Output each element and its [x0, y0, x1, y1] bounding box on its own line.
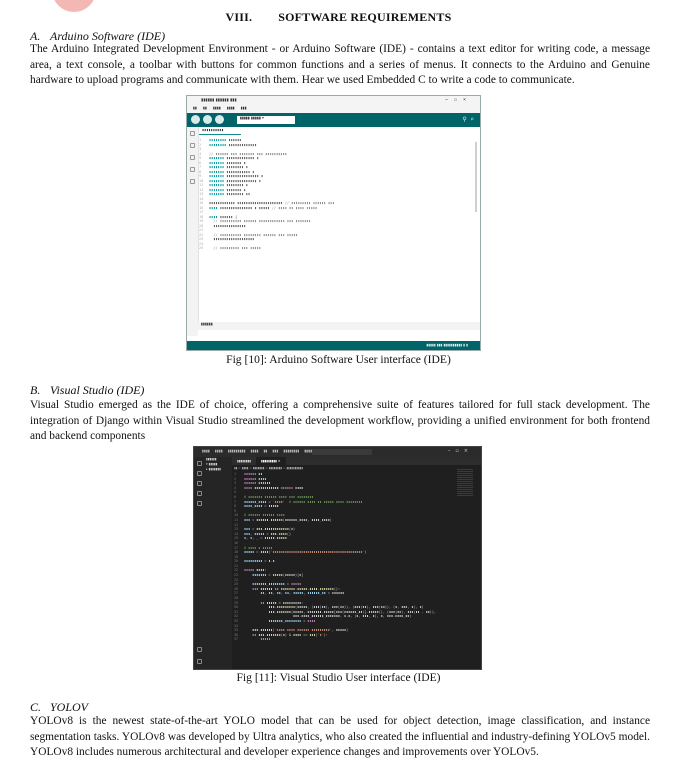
arduino-sidebar [187, 127, 199, 336]
run-debug-icon [197, 491, 202, 496]
arduino-file-tab: ▮▮▮▮▮▮▮▮▮▮ [199, 128, 241, 135]
subsection-heading-b: B. Visual Studio (IDE) [30, 383, 145, 397]
library-icon [190, 155, 195, 160]
subsection-heading-c: C. YOLOV [30, 700, 89, 714]
vscode-breadcrumb: ▮▮ > ▮▮▮▮ > ▮▮▮▮▮▮▮ > ▮▮▮▮▮▮▮▮ > ▮▮▮▮▮▮▮▮▮▮ [234, 466, 303, 470]
settings-gear-icon [197, 659, 202, 664]
vscode-activity-bar [194, 457, 204, 669]
board-manager-icon [190, 143, 195, 148]
vscode-minimap [457, 469, 473, 497]
vscode-explorer: ▮▮▮▮▮▮ ▾ ▮▮▮▮▮ ▸ ▮▮▮▮▮▮▮ [204, 457, 232, 669]
vscode-tabs: ▮▮▮▮▮▮▮▮ ▮▮▮▮▮▮▮▮▮ × [232, 457, 481, 465]
vscode-code-editor: 1 ▮▮▮▮▮▮ ▮▮ 2 ▮▮▮▮▮▮ ▮▮▮▮ 3 ▮▮▮▮▮▮ ▮▮▮▮▮▮ 4 ▮▮▮▮ ▮▮▮▮▮▮▮▮▮▮▮▮ ▮▮▮▮▮▮ ▮▮▮▮ 5 6 # ▮▮▮▮▮▮▮ ▮▮▮▮▮▮ ▮▮▮▮ ▮▮▮ ▮▮▮▮▮▮▮▮ 7 ▮▮▮▮▮▮_▮▮▮▮ = '▮▮▮▮' # ▮▮▮▮▮▮ ▮▮▮▮ ▮▮ ▮▮▮▮▮ ▮▮▮▮ ▮▮▮▮▮▮▮▮ 8 ▮▮▮▮_▮▮▮▮ = ▮▮▮▮▮ 9 10 # ▮▮▮▮▮▮ ▮▮▮▮▮▮ ▮▮▮▮ 11 ▮▮▮ = ▮▮▮▮▮▮.▮▮▮▮▮▮(▮▮▮▮▮▮_▮▮▮▮, ▮▮▮▮_▮▮▮▮) 12 13 ▮▮▮ = ▮▮▮.▮▮▮▮▮▮▮▮▮▮▮▮(▮) 14 ▮▮▮, ▮▮▮▮▮ = ▮▮▮.▮▮▮▮() 15 ▮, ▮, _ = ▮▮▮▮▮.▮▮▮▮▮ 16 17 # ▮▮▮▮ ▮ ▮▮▮▮▮ 18 ▮▮▮▮▮ = ▮▮▮▮('▮▮▮▮▮▮▮▮▮▮▮▮▮▮▮▮▮▮▮▮▮▮▮▮▮▮▮▮▮▮▮▮▮▮▮▮▮▮▮▮▮▮▮▮') 19 20 ▮▮▮▮▮▮▮▮▮ = ▮.▮ 21 22 ▮▮▮▮▮ ▮▮▮▮: 23 ▮▮▮▮▮▮▮ = ▮▮▮▮▮(▮▮▮▮▮)[▮] 24 25 ▮▮▮▮▮▮▮_▮▮▮▮▮▮▮▮ = ▮▮▮▮▮ 26 ▮▮▮ ▮▮▮▮▮▮ ▮▮ ▮▮▮▮▮▮▮.▮▮▮▮▮.▮▮▮▮.▮▮▮▮▮▮▮(): 27 ▮▮, ▮▮, ▮▮, ▮▮, ▮▮▮▮▮, ▮▮▮▮▮▮_▮▮ = ▮▮▮▮▮▮ 28 29 ▮▮ ▮▮▮▮▮ > ▮▮▮▮▮▮▮▮▮: 30 ▮▮▮.▮▮▮▮▮▮▮▮▮(▮▮▮▮▮, (▮▮▮(▮▮), ▮▮▮(▮▮)), (▮▮▮(▮▮), ▮▮▮(▮▮)), (▮, ▮▮▮, ▮), ▮) 31 ▮▮▮.▮▮▮▮▮▮▮(▮▮▮▮▮, ▮▮▮▮▮▮▮.▮▮▮▮▮[▮▮▮(▮▮▮▮▮▮_▮▮)].▮▮▮▮▮(), (▮▮▮(▮▮), ▮▮▮(▮▮ - ▮▮)), 32 ▮▮▮.▮▮▮▮_▮▮▮▮▮▮_▮▮▮▮▮▮▮, ▮.▮, (▮, ▮▮▮, ▮), ▮, ▮▮▮.▮▮▮▮_▮▮) 33 ▮▮▮▮▮▮▮_▮▮▮▮▮▮▮▮ = ▮▮▮▮ 34 35 ▮▮▮.▮▮▮▮▮▮('▮▮▮▮ ▮▮▮▮ ▮▮▮▮▮▮ ▮▮▮▮▮▮▮▮▮', ▮▮▮▮▮) 36 ▮▮ ▮▮▮.▮▮▮▮▮▮▮(▮) & ▮▮▮▮ == ▮▮▮('▮'): 37 ▮▮▮▮▮ [234, 472, 436, 642]
account-icon [197, 647, 202, 652]
figure-caption-10: Fig [10]: Arduino Software User interface (IDE) [226, 353, 451, 366]
serial-monitor-icon: ⚲ ⌕ [462, 116, 474, 123]
vscode-titlebar: ▮▮▮▮ ▮▮▮▮ ▮▮▮▮▮▮▮▮▮ ▮▮▮▮ ▮▮ ▮▮▮ ▮▮▮▮▮▮▮▮ ▮▮▮▮ –▫× [194, 447, 481, 457]
window-controls-icon: –▫× [444, 97, 472, 103]
debug-side-icon [190, 167, 195, 172]
verify-icon [191, 115, 200, 124]
search-icon [190, 179, 195, 184]
subsection-heading-a: A. Arduino Software (IDE) [30, 29, 166, 43]
section-number: VIII. [225, 10, 253, 24]
folder-icon [190, 131, 195, 136]
arduino-statusbar: ▮▮▮▮▮ ▮▮▮ ▮▮▮▮▮▮▮▮▮▮ ▮ ▮ [187, 341, 480, 350]
arduino-ide-screenshot [186, 95, 481, 351]
board-selector: ▮▮▮▮▮ ▮▮▮▮▮ ▾ [237, 116, 295, 124]
arduino-menubar: ▮▮ ▮▮ ▮▮▮▮ ▮▮▮▮ ▮▮▮ [187, 106, 480, 113]
arduino-output-header: ▮▮▮▮▮▮ [198, 322, 480, 330]
paragraph-yolov: YOLOv8 is the newest state-of-the-art YOLO model that can be used for object detection, image classification, and instance segmentation tasks. YOLOv8 was developed by Ultra analytics, who also created the influential and industry-defining YOLOv5 model. YOLOv8 includes numerous architectural and developer experience changes and improvements over YOLOv5. [30, 715, 650, 759]
section-title-text: SOFTWARE REQUIREMENTS [278, 10, 452, 24]
paragraph-visual-studio: Visual Studio emerged as the IDE of choice, offering a comprehensive suite of features tailored for full stack development. The integration of Django within Visual Studio streamlined the development workflow, providing a unified environment for both frontend and backend components [30, 399, 650, 443]
arduino-titlebar: ▮▮▮▮▮▮ ▮▮▮▮▮▮ ▮▮▮ –▫× [187, 96, 480, 106]
command-search-icon [312, 449, 372, 455]
extensions-icon [197, 501, 202, 506]
editor-scrollbar [475, 142, 477, 212]
paragraph-arduino: The Arduino Integrated Development Environment - or Arduino Software (IDE) - contains a text editor for writing code, a message area, a text console, a toolbar with buttons for common functions and a series of menus. It connects to the Arduino and Genuine hardware to upload programs and communicate with them. Hear we used Embedded C to write a code to communicate. [30, 43, 650, 87]
arduino-code-editor: 1 ▮▮▮▮▮▮▮▮ ▮▮▮▮▮▮ 2 ▮▮▮▮▮▮▮▮ ▮▮▮▮▮▮▮▮▮▮▮▮▮ 3 4 // ▮▮▮▮▮▮ ▮▮▮ ▮▮▮▮▮▮▮ ▮▮▮ ▮▮▮▮▮▮▮▮▮▮ 5 ▮▮▮▮▮▮▮ ▮▮▮▮▮▮▮▮▮▮▮▮▮ ▮ 6 ▮▮▮▮▮▮▮ ▮▮▮▮▮▮▮ ▮ 7 ▮▮▮▮▮▮▮ ▮▮▮▮▮▮▮▮ ▮ 8 ▮▮▮▮▮▮▮ ▮▮▮▮▮▮▮▮▮▮▮ ▮ 9 ▮▮▮▮▮▮▮ ▮▮▮▮▮▮▮▮▮▮▮▮▮▮▮ ▮ 10 ▮▮▮▮▮▮▮ ▮▮▮▮▮▮▮▮▮▮▮▮▮▮ ▮ 11 ▮▮▮▮▮▮▮ ▮▮▮▮▮▮▮▮ ▮ 12 ▮▮▮▮▮▮▮ ▮▮▮▮▮▮▮ ▮ 13 ▮▮▮▮▮▮▮ ▮▮▮▮▮▮▮▮ ▮▮ 14 15 ▮▮▮▮▮▮▮▮▮▮▮▮ ▮▮▮▮▮▮▮▮▮▮▮▮▮▮▮▮▮▮▮▮▮ // ▮▮▮▮▮▮▮▮▮ ▮▮▮▮▮▮ ▮▮▮ 16 ▮▮▮▮ ▮▮▮▮▮▮▮▮▮▮▮▮▮▮▮ ▮ ▮▮▮▮▮ // ▮▮▮▮ ▮▮ ▮▮▮▮ ▮▮▮▮▮ 17 18 ▮▮▮▮ ▮▮▮▮▮▮ { 19 // ▮▮▮▮▮▮▮▮▮▮ ▮▮▮▮▮▮ ▮▮▮▮▮▮▮▮▮▮▮▮ ▮▮▮ ▮▮▮▮▮▮▮ 20 ▮▮▮▮▮▮▮▮▮▮▮▮▮▮▮ 21 22 // ▮▮▮▮▮▮▮▮▮▮ ▮▮▮▮▮▮▮▮ ▮▮▮▮▮▮ ▮▮▮ ▮▮▮▮▮ 23 ▮▮▮▮▮▮▮▮▮▮▮▮▮▮▮▮▮▮▮ 24 25 // ▮▮▮▮▮▮▮▮▮ ▮▮▮ ▮▮▮▮▮ [199, 138, 335, 250]
visual-studio-screenshot [193, 446, 482, 670]
window-controls-icon: –▫× [447, 448, 473, 454]
explorer-icon [197, 461, 202, 466]
arduino-toolbar [187, 113, 480, 127]
debug-icon [215, 115, 224, 124]
source-control-icon [197, 481, 202, 486]
figure-caption-11: Fig [11]: Visual Studio User interface (IDE) [236, 671, 441, 684]
upload-icon [203, 115, 212, 124]
section-title [0, 10, 677, 25]
search-icon [197, 471, 202, 476]
